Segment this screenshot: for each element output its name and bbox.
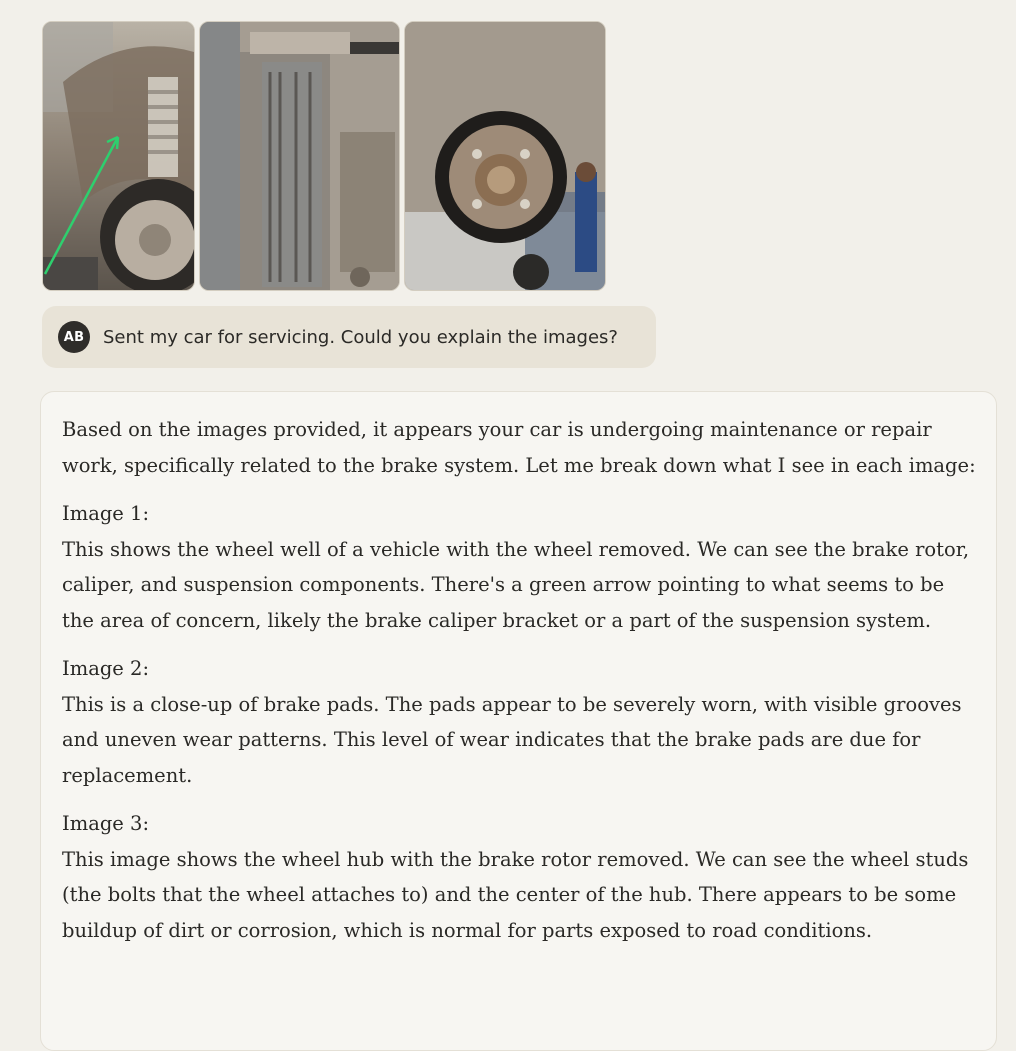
reply-intro: Based on the images provided, it appears your car is undergoing maintenance or repair work, specifically related to the brake system. Let me break down what I see in each image: — [62, 418, 976, 477]
section-title: Image 3: — [62, 812, 150, 835]
user-avatar: AB — [58, 321, 90, 353]
image-thumbnail-2[interactable] — [199, 21, 400, 291]
attached-images — [42, 21, 606, 291]
wheel-hub-photo — [405, 22, 605, 290]
brake-pads-photo — [200, 22, 399, 290]
section-title: Image 1: — [62, 502, 150, 525]
reply-section-2 — [62, 651, 976, 793]
wheel-well-photo — [43, 22, 194, 290]
section-title: Image 2: — [62, 657, 150, 680]
section-body: This image shows the wheel hub with the brake rotor removed. We can see the wheel studs (the bolts that the wheel attaches to) and the center of the hub. There appears to be some buildup of dirt or corrosion, which is normal for parts exposed to road conditions. — [62, 847, 969, 942]
user-message-text: Sent my car for servicing. Could you explain the images? — [103, 326, 618, 348]
assistant-reply — [40, 391, 997, 1051]
image-thumbnail-3[interactable] — [404, 21, 606, 291]
user-message — [42, 306, 656, 368]
reply-section-1 — [62, 496, 976, 638]
section-body: This is a close-up of brake pads. The pads appear to be severely worn, with visible grooves and uneven wear patterns. This level of wear indicates that the brake pads are due for replacement. — [62, 692, 962, 787]
image-thumbnail-1[interactable] — [42, 21, 195, 291]
reply-section-3 — [62, 806, 976, 948]
section-body: This shows the wheel well of a vehicle with the wheel removed. We can see the brake rotor, caliper, and suspension components. There's a green arrow pointing to what seems to be the area of concern, likely the brake caliper bracket or a part of the suspension system. — [62, 537, 970, 632]
